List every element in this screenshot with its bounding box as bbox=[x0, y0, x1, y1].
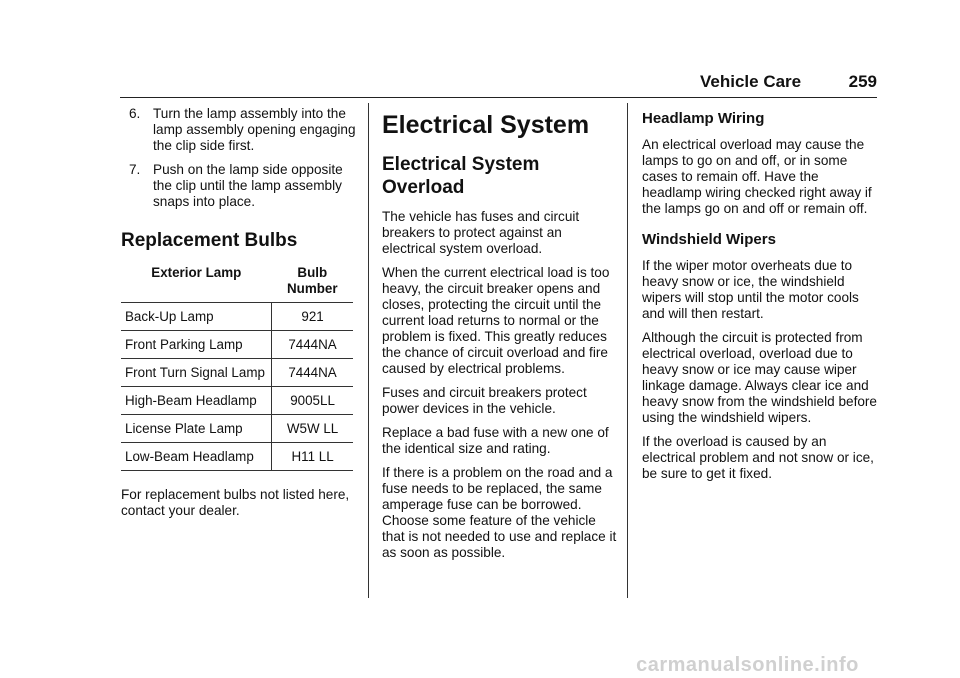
page-header bbox=[700, 72, 877, 92]
paragraph: When the current electrical load is too heavy, the circuit breaker opens and closes, protecting the circuit until the current load returns to normal or the problem is fixed. This greatly reduces the chance of circuit overload and fire caused by electrical problems. bbox=[382, 265, 610, 376]
lamp-cell: Front Parking Lamp bbox=[121, 331, 272, 359]
bulb-number-cell: 7444NA bbox=[272, 359, 353, 387]
paragraph: The vehicle has fuses and circuit breakers to protect against an electrical system overload. bbox=[382, 209, 580, 256]
column-divider-1 bbox=[368, 103, 369, 598]
lamp-cell: High-Beam Headlamp bbox=[121, 387, 272, 415]
paragraph: Although the circuit is protected from electrical overload, overload due to heavy snow or ice may cause wiper linkage damage. Always clear ice and heavy snow from the windshield before using the windshield wipers. bbox=[642, 330, 877, 425]
paragraph: An electrical overload may cause the lamps to go on and off, or in some cases to remain off. Have the headlamp wiring checked right away if the lamps go on and off or remain off. bbox=[642, 137, 872, 216]
step-7 bbox=[121, 162, 357, 210]
column-divider-2 bbox=[627, 103, 628, 598]
table-row bbox=[121, 303, 353, 331]
step-6 bbox=[121, 106, 357, 154]
chapter-heading: Electrical System bbox=[382, 111, 590, 139]
step-number: 7. bbox=[129, 162, 141, 177]
table-row bbox=[121, 387, 353, 415]
table-row bbox=[121, 359, 353, 387]
headlamp-wiring-heading: Headlamp Wiring bbox=[642, 110, 765, 127]
header-rule bbox=[120, 97, 877, 98]
bulb-number-cell: H11 LL bbox=[272, 443, 353, 471]
bulb-number-cell: 921 bbox=[272, 303, 353, 331]
step-text: Turn the lamp assembly into the lamp assembly opening engaging the clip side first. bbox=[153, 106, 356, 153]
table-row bbox=[121, 331, 353, 359]
paragraph: Fuses and circuit breakers protect power devices in the vehicle. bbox=[382, 385, 587, 416]
dealer-note: For replacement bulbs not listed here, contact your dealer. bbox=[121, 487, 350, 518]
replacement-bulbs-heading: Replacement Bulbs bbox=[121, 230, 298, 251]
bulb-number-cell: 9005LL bbox=[272, 387, 353, 415]
table-row bbox=[121, 415, 353, 443]
windshield-wipers-heading: Windshield Wipers bbox=[642, 231, 776, 248]
lamp-cell: License Plate Lamp bbox=[121, 415, 272, 443]
table-header-row bbox=[121, 261, 353, 303]
bulb-table bbox=[121, 261, 353, 471]
paragraph: If the overload is caused by an electrical problem and not snow or ice, be sure to get it fixed. bbox=[642, 434, 874, 481]
bulb-number-cell: 7444NA bbox=[272, 331, 353, 359]
column-2 bbox=[382, 106, 618, 569]
column-1 bbox=[121, 106, 357, 527]
paragraph: If the wiper motor overheats due to heavy snow or ice, the windshield wipers will stop until the motor cools and will then restart. bbox=[642, 258, 859, 321]
bulb-number-cell: W5W LL bbox=[272, 415, 353, 443]
column-3 bbox=[642, 110, 878, 490]
page-number: 259 bbox=[848, 72, 877, 91]
column-header-bulb: Bulb Number bbox=[286, 265, 338, 296]
lamp-cell: Back-Up Lamp bbox=[121, 303, 272, 331]
section-title: Vehicle Care bbox=[700, 72, 802, 91]
watermark: carmanualsonline.info bbox=[636, 654, 859, 676]
column-header-lamp: Exterior Lamp bbox=[151, 265, 242, 280]
paragraph: If there is a problem on the road and a fuse needs to be replaced, the same amperage fuse can be borrowed. Choose some feature of the vehicle that is not needed to use and replace it as soon as possible. bbox=[382, 465, 617, 560]
table-row bbox=[121, 443, 353, 471]
lamp-cell: Low-Beam Headlamp bbox=[121, 443, 272, 471]
paragraph: Replace a bad fuse with a new one of the identical size and rating. bbox=[382, 425, 609, 456]
step-text: Push on the lamp side opposite the clip until the lamp assembly snaps into place. bbox=[153, 162, 343, 209]
section-heading: Electrical System Overload bbox=[382, 154, 540, 198]
step-number: 6. bbox=[129, 106, 141, 121]
lamp-cell: Front Turn Signal Lamp bbox=[121, 359, 272, 387]
